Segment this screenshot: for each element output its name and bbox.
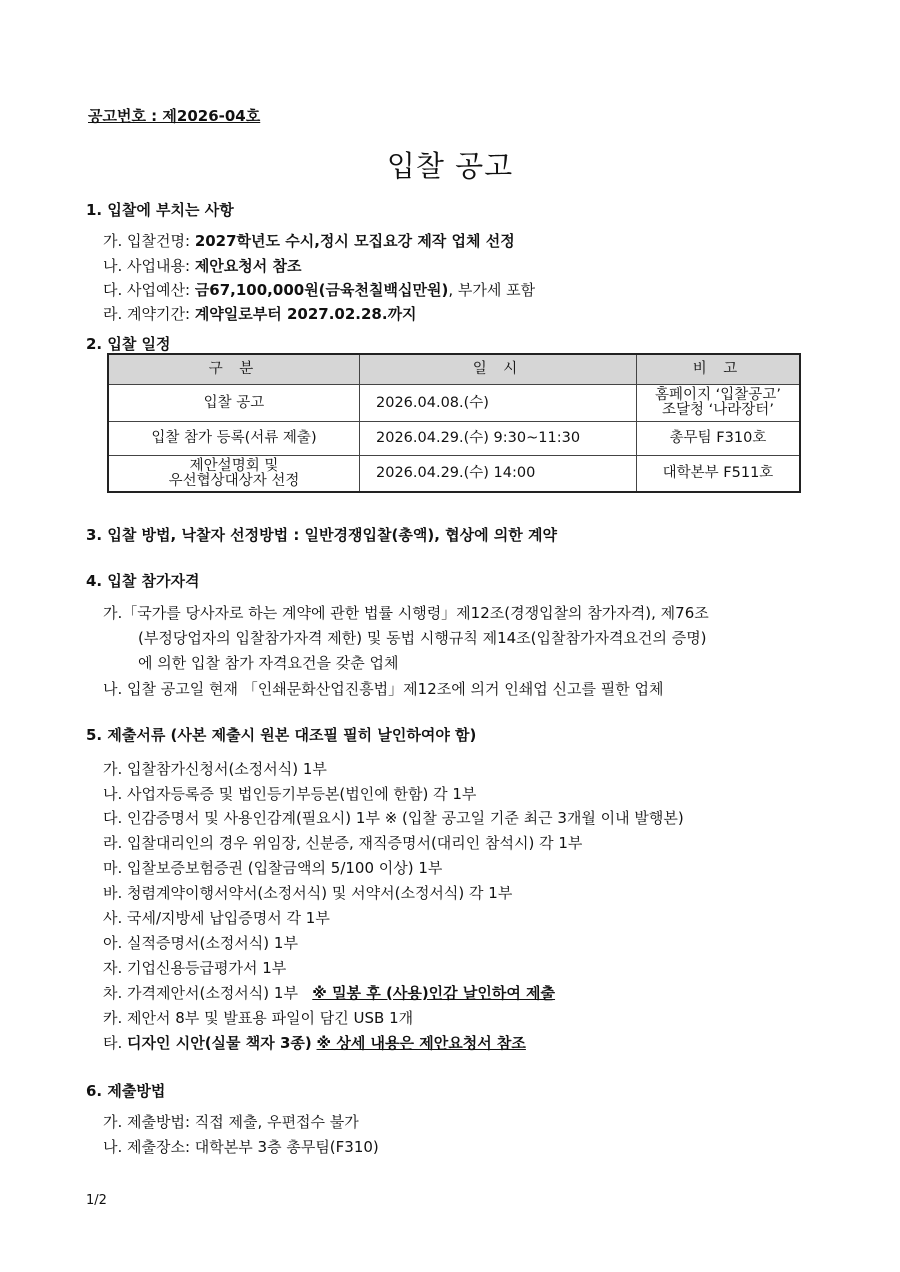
s1-item-value: 금67,100,000원(금육천칠백십만원) — [194, 281, 449, 299]
s5-item — [103, 982, 555, 1003]
cell-type — [108, 456, 360, 493]
s1-item-extra: , 부가세 포함 — [448, 281, 536, 299]
cell-type: 입찰 참가 등록(서류 제출) — [108, 422, 360, 456]
cell-type: 입찰 공고 — [108, 385, 360, 422]
s5-item: 마. 입찰보증보험증권 (입찰금액의 5/100 이상) 1부 — [103, 859, 443, 877]
s1-item — [103, 279, 535, 300]
section-4-heading: 4. 입찰 참가자격 — [86, 572, 200, 590]
column-header: 일 시 — [360, 354, 637, 385]
s5-item: 나. 사업자등록증 및 법인등기부등본(법인에 한함) 각 1부 — [103, 785, 477, 803]
s5-item: 아. 실적증명서(소정서식) 1부 — [103, 934, 298, 952]
s5-item: 카. 제안서 8부 및 발표용 파일이 담긴 USB 1개 — [103, 1009, 414, 1027]
cell-date: 2026.04.08.(수) — [360, 385, 637, 422]
s1-item-value: 계약일로부터 2027.02.28.까지 — [194, 305, 417, 323]
note-line: 조달청 ‘나라장터’ — [662, 402, 774, 418]
s5-item: 사. 국세/지방세 납입증명서 각 1부 — [103, 909, 330, 927]
cell-date: 2026.04.29.(수) 9:30~11:30 — [360, 422, 637, 456]
s5-item: 가. 입찰참가신청서(소정서식) 1부 — [103, 760, 327, 778]
s5-item-note: ※ 밀봉 후 (사용)인감 날인하여 제출 — [312, 984, 556, 1002]
column-header: 구 분 — [108, 354, 360, 385]
cell-note: 총무팀 F310호 — [637, 422, 801, 456]
s5-item-label: 차. 가격제안서(소정서식) 1부 — [103, 984, 298, 1002]
s5-item — [103, 1032, 526, 1053]
s4-line: 가.「국가를 당사자로 하는 계약에 관한 법률 시행령」제12조(경쟁입찰의 참가자격), 제76조 — [103, 604, 709, 622]
s5-item: 라. 입찰대리인의 경우 위임장, 신분증, 재직증명서(대리인 참석시) 각 1부 — [103, 834, 583, 852]
cell-note: 대학본부 F511호 — [637, 456, 801, 493]
page-title: 입찰 공고 — [386, 149, 514, 183]
s1-item-label: 다. 사업예산: — [103, 281, 195, 299]
s1-item-label: 라. 계약기간: — [103, 305, 195, 323]
s4-line: 에 의한 입찰 참가 자격요건을 갖춘 업체 — [138, 654, 399, 672]
cell-note — [637, 385, 801, 422]
table-row — [108, 385, 800, 422]
table-row — [108, 456, 800, 493]
section-1-heading: 1. 입찰에 부치는 사항 — [86, 201, 234, 219]
note-line: 홈페이지 ‘입찰공고’ — [655, 387, 781, 403]
page-number: 1/2 — [86, 1193, 107, 1208]
section-3-heading: 3. 입찰 방법, 낙찰자 선정방법 : 일반경쟁입찰(총액), 협상에 의한 계약 — [86, 526, 557, 544]
section-5-heading: 5. 제출서류 (사본 제출시 원본 대조필 필히 날인하여야 함) — [86, 726, 477, 744]
notice-number: 공고번호 : 제2026-04호 — [88, 107, 261, 125]
s6-item: 가. 제출방법: 직접 제출, 우편접수 불가 — [103, 1113, 359, 1131]
s5-item-note: ※ 상세 내용은 제안요청서 참조 — [316, 1034, 526, 1052]
type-line: 제안설명회 및 — [189, 457, 279, 474]
s1-item — [103, 230, 515, 251]
column-header: 비 고 — [637, 354, 801, 385]
s1-item-value: 2027학년도 수시,정시 모집요강 제작 업체 선정 — [194, 232, 515, 250]
s1-item-label: 나. 사업내용: — [103, 257, 195, 275]
section-2-heading: 2. 입찰 일정 — [86, 335, 171, 353]
s1-item — [103, 255, 301, 276]
s1-item — [103, 303, 417, 324]
s5-item: 바. 청렴계약이행서약서(소정서식) 및 서약서(소정서식) 각 1부 — [103, 884, 513, 902]
s5-item: 다. 인감증명서 및 사용인감계(필요시) 1부 ※ (입찰 공고일 기준 최근 3개월 이내 발행본) — [103, 809, 684, 827]
s4-line: (부정당업자의 입찰참가자격 제한) 및 동법 시행규칙 제14조(입찰참가자격요건의 증명) — [138, 629, 707, 647]
schedule-table — [107, 353, 801, 493]
s5-item-label: 타. — [103, 1034, 128, 1052]
cell-date: 2026.04.29.(수) 14:00 — [360, 456, 637, 493]
section-6-heading: 6. 제출방법 — [86, 1082, 166, 1100]
s1-item-value: 제안요청서 참조 — [194, 257, 302, 275]
s4-line: 나. 입찰 공고일 현재 「인쇄문화산업진흥법」제12조에 의거 인쇄업 신고를 필한 업체 — [103, 680, 664, 698]
s5-item-bold: 디자인 시안(실물 책자 3종) — [127, 1034, 312, 1052]
s1-item-label: 가. 입찰건명: — [103, 232, 195, 250]
type-line: 우선협상대상자 선정 — [168, 472, 300, 489]
s5-item: 자. 기업신용등급평가서 1부 — [103, 959, 287, 977]
table-header-row — [108, 354, 800, 385]
s6-item: 나. 제출장소: 대학본부 3층 총무팀(F310) — [103, 1138, 379, 1156]
table-row — [108, 422, 800, 456]
